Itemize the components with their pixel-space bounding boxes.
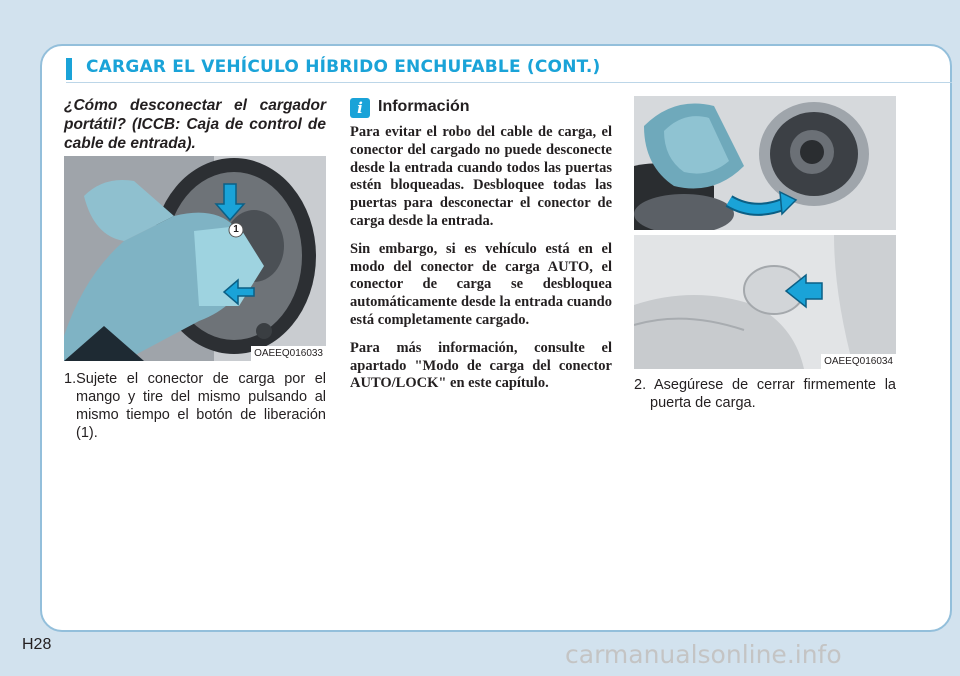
step-1-block bbox=[64, 370, 326, 442]
header-rule bbox=[66, 82, 952, 83]
info-paragraph: Sin embargo, si es vehículo está en el modo del conector de carga AUTO, el conector de carga se desbloquea automáticamente desde la entrada cuando está completamente cargado. bbox=[350, 240, 612, 328]
unplug-photo bbox=[64, 156, 326, 361]
info-title: Información bbox=[378, 98, 470, 115]
image-code-left: OAEEQ016033 bbox=[251, 346, 326, 361]
header-accent-bar bbox=[66, 58, 72, 80]
left-column bbox=[64, 96, 326, 153]
info-body bbox=[350, 124, 612, 403]
page-number: H28 bbox=[22, 636, 52, 653]
section-title: CARGAR EL VEHÍCULO HÍBRIDO ENCHUFABLE (CONT.) bbox=[86, 57, 601, 77]
disconnect-subheading: ¿Cómo desconectar el cargador portátil? (ICCB: Caja de control de cable de entrada). bbox=[64, 97, 326, 152]
callout-number-1: 1 bbox=[233, 224, 239, 235]
section-header bbox=[66, 55, 952, 83]
watermark: carmanualsonline.info bbox=[565, 640, 842, 669]
info-paragraph: Para más información, consulte el apartado "Modo de carga del conector AUTO/LOCK" en este capítulo. bbox=[350, 339, 612, 392]
info-icon: i bbox=[350, 98, 370, 118]
closed-door-illustration bbox=[634, 235, 896, 369]
unplug-illustration bbox=[64, 156, 326, 361]
charge-door-photo-bottom bbox=[634, 235, 896, 369]
step-2-block bbox=[634, 376, 896, 412]
step-1-text: 1.Sujete el conector de carga por el mango y tire del mismo pulsando al mismo tiempo el botón de liberación (1). bbox=[64, 371, 326, 441]
charge-door-photo-top bbox=[634, 96, 896, 230]
image-code-right: OAEEQ016034 bbox=[821, 354, 896, 369]
step-2-text: 2. Asegúrese de cerrar firmemente la puerta de carga. bbox=[634, 377, 896, 411]
close-door-illustration bbox=[634, 96, 896, 230]
info-paragraph: Para evitar el robo del cable de carga, el conector del cargado no puede desconecte desde la entrada cuando todos las puertas estén bloqueadas. Desbloquee todas las puertas para desconectar el conector de carga desde la entrada. bbox=[350, 124, 612, 229]
